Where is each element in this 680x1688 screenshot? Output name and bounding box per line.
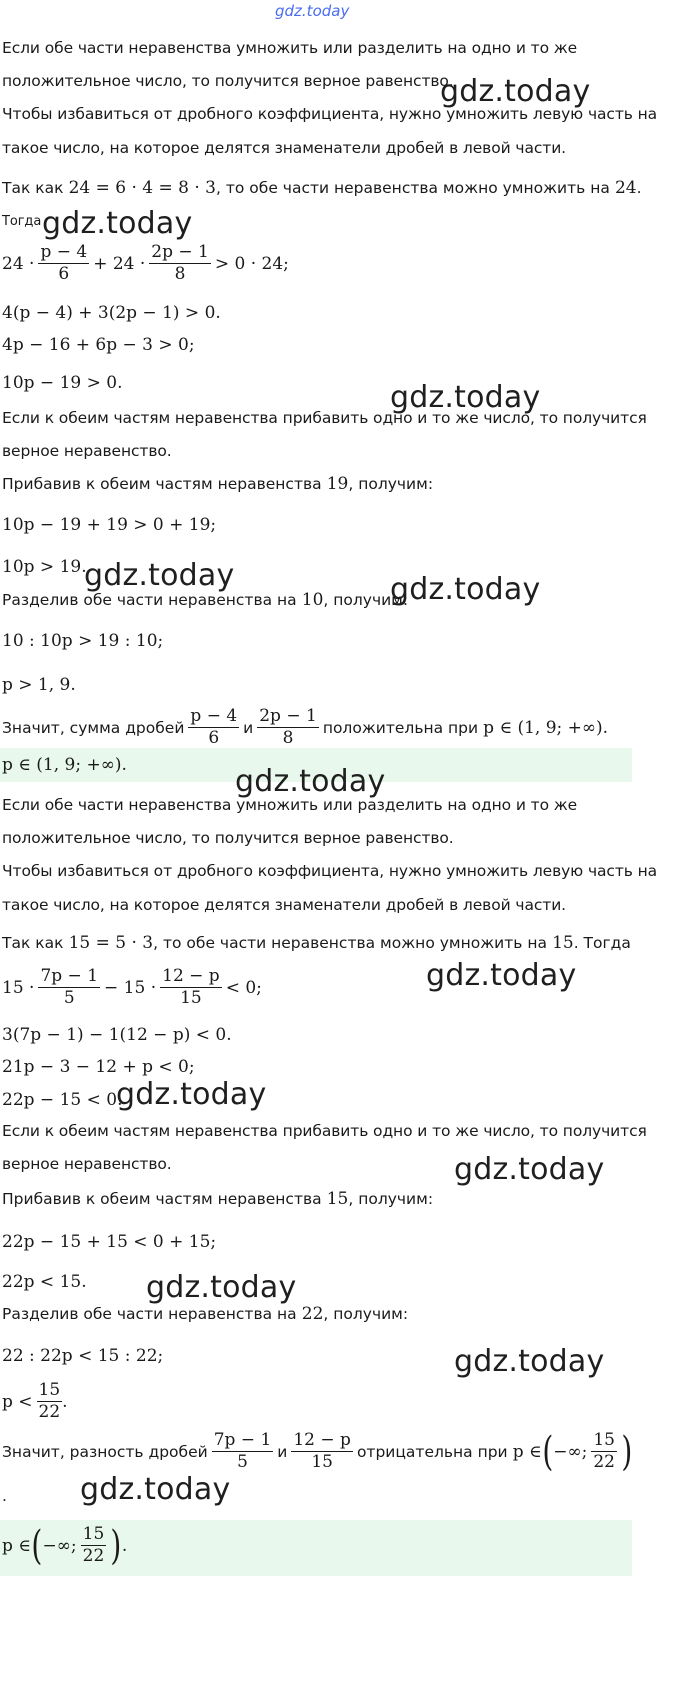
add2-text-b: , получим:	[348, 1190, 434, 1208]
watermark-4: gdz.today	[84, 558, 235, 593]
fraction-7p-1-over-5: $\frac{7p - 1}{5}$	[40, 966, 99, 1009]
watermark-1: gdz.today	[440, 74, 591, 109]
conclusion2-math: p ∈	[512, 1441, 542, 1462]
equation-8: p > 1, 9.	[2, 675, 76, 695]
rule-multiply-2-line-1: Если обе части неравенства умножить или разделить на одно и то же	[2, 796, 578, 814]
equation-2-3: 21p − 3 − 12 + p < 0;	[2, 1057, 195, 1077]
since2-text-b: , то обе части неравенства можно умножить на	[153, 934, 547, 952]
conclusion2-fraction-1: $\frac{7p - 1}{5}$	[213, 1430, 272, 1473]
since2-end: . Тогда	[573, 934, 631, 952]
equation-7: 10 : 10p > 19 : 10;	[2, 631, 164, 651]
rule-add-2-line-2: верное неравенство.	[2, 1155, 172, 1173]
conclusion2-and: и	[277, 1442, 288, 1461]
equation-2: 4(p − 4) + 3(2p − 1) > 0.	[2, 303, 221, 323]
watermark-10: gdz.today	[146, 1270, 297, 1305]
equation-2-5: 22p − 15 + 15 < 0 + 15;	[2, 1232, 217, 1252]
rule-multiply-line-1: Если обе части неравенства умножить или разделить на одно и то же	[2, 39, 578, 57]
equation-1	[2, 242, 289, 285]
watermark-6: gdz.today	[235, 764, 386, 799]
conclusion-line	[2, 706, 608, 749]
divide-line	[2, 590, 408, 610]
conclusion2-inner: −∞;	[553, 1441, 588, 1462]
fraction-note-line-2: такое число, на которое делятся знаменатели дробей в левой части.	[2, 139, 566, 157]
answer2-fraction: $\frac{15}{22}$	[82, 1524, 105, 1567]
conclusion-math: p ∈ (1, 9; +∞).	[483, 717, 609, 738]
left-paren: (	[541, 1428, 553, 1475]
watermark-9: gdz.today	[454, 1152, 605, 1187]
divide-number: 10	[301, 590, 324, 610]
since-line	[2, 178, 642, 198]
rule-multiply-line-2: положительное число, то получится верное равенство.	[2, 72, 454, 90]
divide-text-a: Разделив обе части неравенства на	[2, 591, 297, 609]
watermark-11: gdz.today	[454, 1344, 605, 1379]
answer-left-paren: (	[31, 1522, 43, 1569]
conclusion-fraction-1: $\frac{p - 4}{6}$	[190, 706, 238, 749]
add-line	[2, 474, 433, 494]
eq2-8-end: .	[62, 1391, 68, 1412]
conclusion-text-a: Значит, сумма дробей	[2, 718, 185, 737]
eq2-1-part-b: − 15 ·	[104, 977, 157, 998]
answer2-end: .	[121, 1535, 128, 1556]
conclusion-line-2	[2, 1430, 633, 1473]
fraction-2p-1-over-8: $\frac{2p - 1}{8}$	[151, 242, 209, 285]
since2-math: 15 = 5 · 3	[68, 933, 154, 953]
add2-text-a: Прибавив к обеим частям неравенства	[2, 1190, 322, 1208]
since-line-2	[2, 933, 631, 953]
watermark-2: gdz.today	[42, 206, 193, 241]
answer2-inner: −∞;	[42, 1535, 77, 1556]
equation-3: 4p − 16 + 6p − 3 > 0;	[2, 335, 195, 355]
since-end: .	[636, 179, 642, 197]
equation-2-1	[2, 966, 262, 1009]
conclusion2-fraction-2: $\frac{12 - p}{15}$	[293, 1430, 351, 1473]
equation-4: 10p − 19 > 0.	[2, 373, 123, 393]
fraction-note-2-line-2: такое число, на которое делятся знаменатели дробей в левой части.	[2, 896, 566, 914]
equation-2-7: 22 : 22p < 15 : 22;	[2, 1346, 164, 1366]
since2-number: 15	[552, 933, 574, 953]
add-number: 19	[326, 474, 349, 494]
add-text-a: Прибавив к обеим частям неравенства	[2, 475, 322, 493]
eq1-part-b: + 24 ·	[93, 253, 146, 274]
eq2-1-part-a: 15 ·	[2, 977, 35, 998]
eq2-8-part-a: p <	[2, 1391, 33, 1412]
watermark-3: gdz.today	[390, 380, 541, 415]
watermark-top: gdz.today	[275, 2, 350, 20]
fraction-p-4-over-6: $\frac{p - 4}{6}$	[40, 242, 88, 285]
eq1-part-c: > 0 · 24;	[214, 253, 289, 274]
since2-text-a: Так как	[2, 934, 64, 952]
equation-2-4: 22p − 15 < 0.	[2, 1090, 123, 1110]
add-line-2	[2, 1189, 433, 1209]
fraction-12-p-over-15: $\frac{12 - p}{15}$	[162, 966, 220, 1009]
watermark-5: gdz.today	[390, 572, 541, 607]
fraction-note-line-1: Чтобы избавиться от дробного коэффициента, нужно умножить левую часть на	[2, 105, 658, 123]
add-text-b: , получим:	[348, 475, 434, 493]
watermark-12: gdz.today	[80, 1472, 231, 1507]
equation-2-2: 3(7p − 1) − 1(12 − p) < 0.	[2, 1025, 232, 1045]
since-text-a: Так как	[2, 179, 64, 197]
divide2-text-a: Разделив обе части неравенства на	[2, 1305, 297, 1323]
fraction-15-over-22: $\frac{15}{22}$	[38, 1380, 61, 1423]
conclusion-text-b: положительна при	[322, 718, 479, 737]
eq2-1-part-c: < 0;	[225, 977, 262, 998]
right-paren: )	[621, 1428, 633, 1475]
since-text-b: , то обе части неравенства можно умножить на	[216, 179, 610, 197]
rule-add-line-2: верное неравенство.	[2, 442, 172, 460]
conclusion-fraction-2: $\frac{2p - 1}{8}$	[259, 706, 317, 749]
answer-right-paren: )	[110, 1522, 122, 1569]
answer2-part-a: p ∈	[2, 1535, 31, 1556]
divide2-text-b: , получим:	[323, 1305, 409, 1323]
since-math: 24 = 6 · 4 = 8 · 3	[68, 178, 216, 198]
answer-1: p ∈ (1, 9; +∞).	[2, 755, 127, 775]
add2-number: 15	[326, 1189, 349, 1209]
rule-add-2-line-1: Если к обеим частям неравенства прибавить одно и то же число, то получится	[2, 1122, 647, 1140]
since-number: 24	[614, 178, 637, 198]
eq1-part-a: 24 ·	[2, 253, 35, 274]
divide2-number: 22	[301, 1304, 324, 1324]
conclusion2-text-b: отрицательна при	[356, 1442, 508, 1461]
answer-box-2	[0, 1520, 632, 1576]
equation-2-6: 22p < 15.	[2, 1272, 87, 1292]
divide-text-b: , получим:	[323, 591, 409, 609]
watermark-7: gdz.today	[426, 958, 577, 993]
equation-5: 10p − 19 + 19 > 0 + 19;	[2, 515, 217, 535]
answer-2	[2, 1524, 127, 1567]
rule-multiply-2-line-2: положительное число, то получится верное равенство.	[2, 829, 454, 847]
conclusion2-dot: .	[2, 1487, 7, 1505]
watermark-8: gdz.today	[116, 1077, 267, 1112]
conclusion2-text-a: Значит, разность дробей	[2, 1442, 208, 1461]
conclusion2-fraction-3: $\frac{15}{22}$	[593, 1430, 615, 1473]
conclusion-and: и	[243, 718, 254, 737]
rule-add-line-1: Если к обеим частям неравенства прибавить одно и то же число, то получится	[2, 409, 647, 427]
then-label: Тогда	[2, 214, 42, 229]
equation-6: 10p > 19.	[2, 557, 87, 577]
fraction-note-2-line-1: Чтобы избавиться от дробного коэффициента, нужно умножить левую часть на	[2, 862, 658, 880]
divide-line-2	[2, 1304, 408, 1324]
equation-2-8	[2, 1380, 68, 1423]
